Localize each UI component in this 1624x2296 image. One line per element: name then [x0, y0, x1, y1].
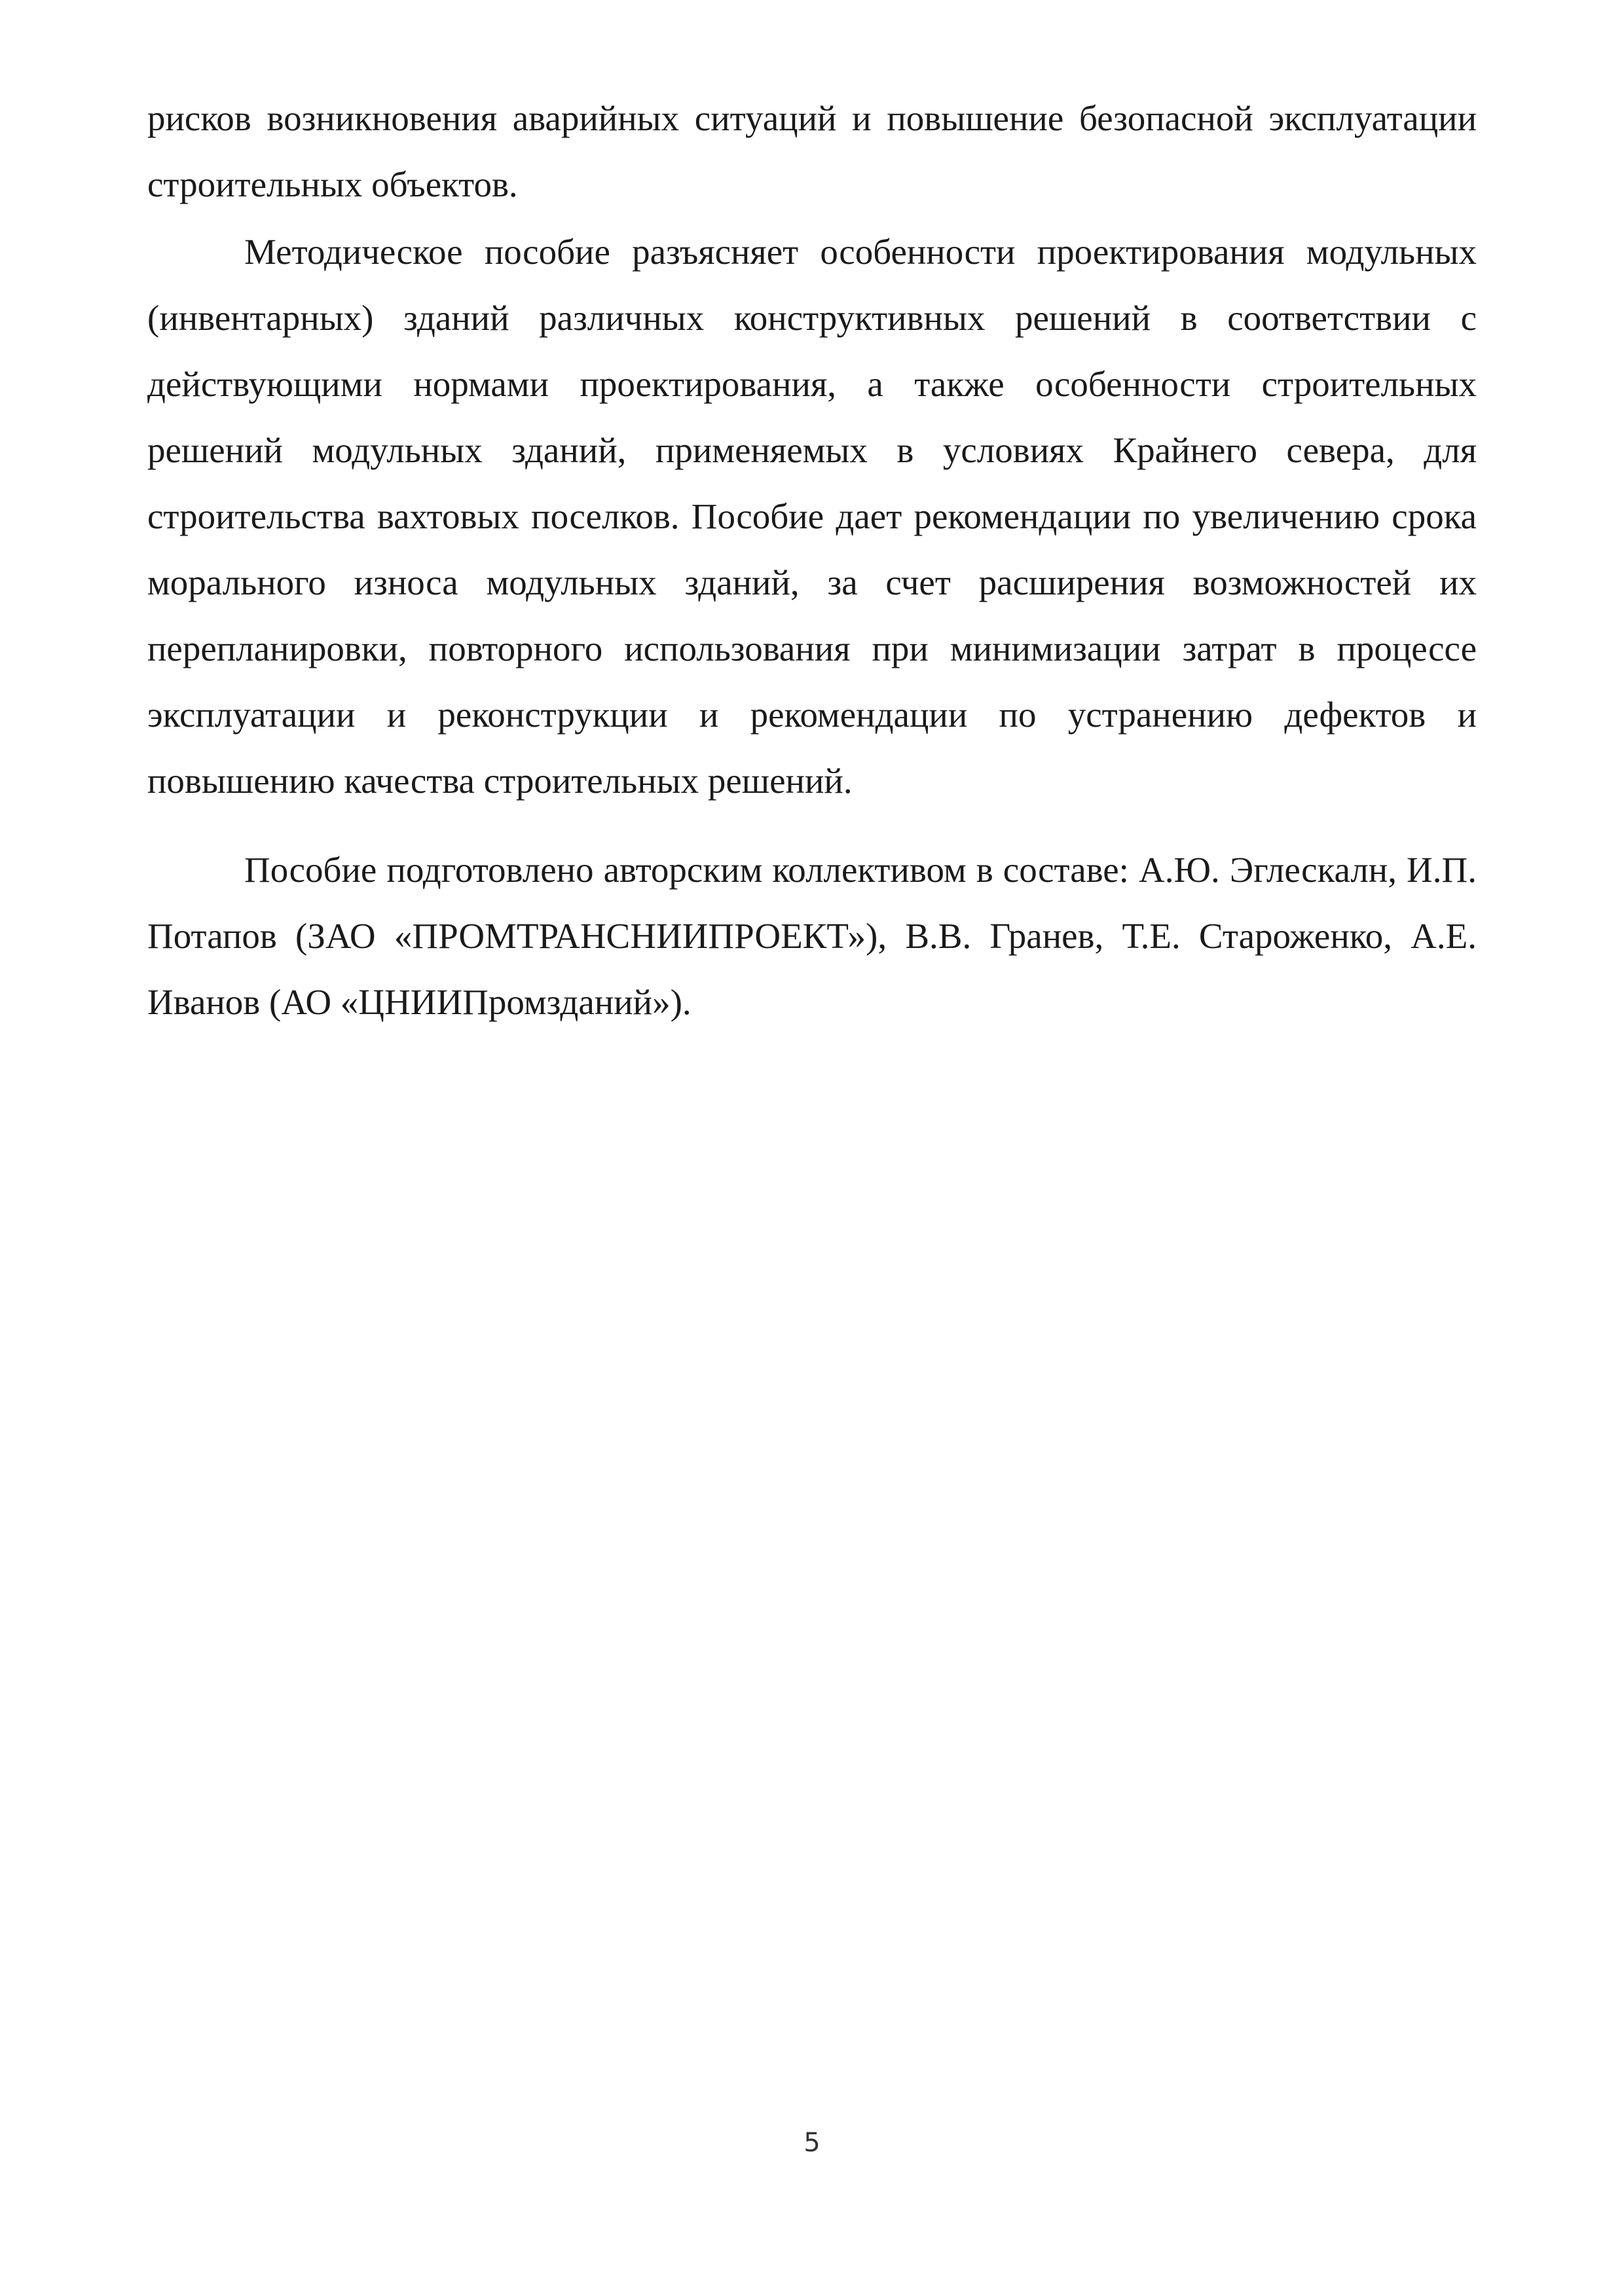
paragraph-text: Методическое пособие разъясняет особенности проектирования модульных (инвентарных) зданий различных конструктивных решений в соответствии с действующими нормами проектирования, а также особенности строительных решений модульных зданий, применяемых в условиях Крайнего севера, для строительства вахтовых поселков. Пособие дает рекомендации по увеличению срока морального износа модульных зданий, за счет расширения возможностей их перепланировки, повторного использования при минимизации затрат в процессе эксплуатации и реконструкции и рекомендации по устранению дефектов и повышению качества строительных решений. [147, 232, 1477, 801]
paragraph-authors [147, 837, 1477, 1035]
paragraph-continuation [147, 85, 1477, 217]
paragraph-text: Пособие подготовлено авторским коллективом в составе: А.Ю. Эглескалн, И.П. Потапов (ЗАО «ПРОМТРАНСНИИПРОЕКТ»), В.В. Гранев, Т.Е. Староженко, А.Е. Иванов (АО «ЦНИИПромзданий»). [147, 850, 1477, 1022]
paragraph-text: рисков возникновения аварийных ситуаций и повышение безопасной эксплуатации строительных объектов. [147, 98, 1477, 204]
paragraph-manual-description [147, 219, 1477, 814]
page-number: 5 [803, 2128, 821, 2158]
